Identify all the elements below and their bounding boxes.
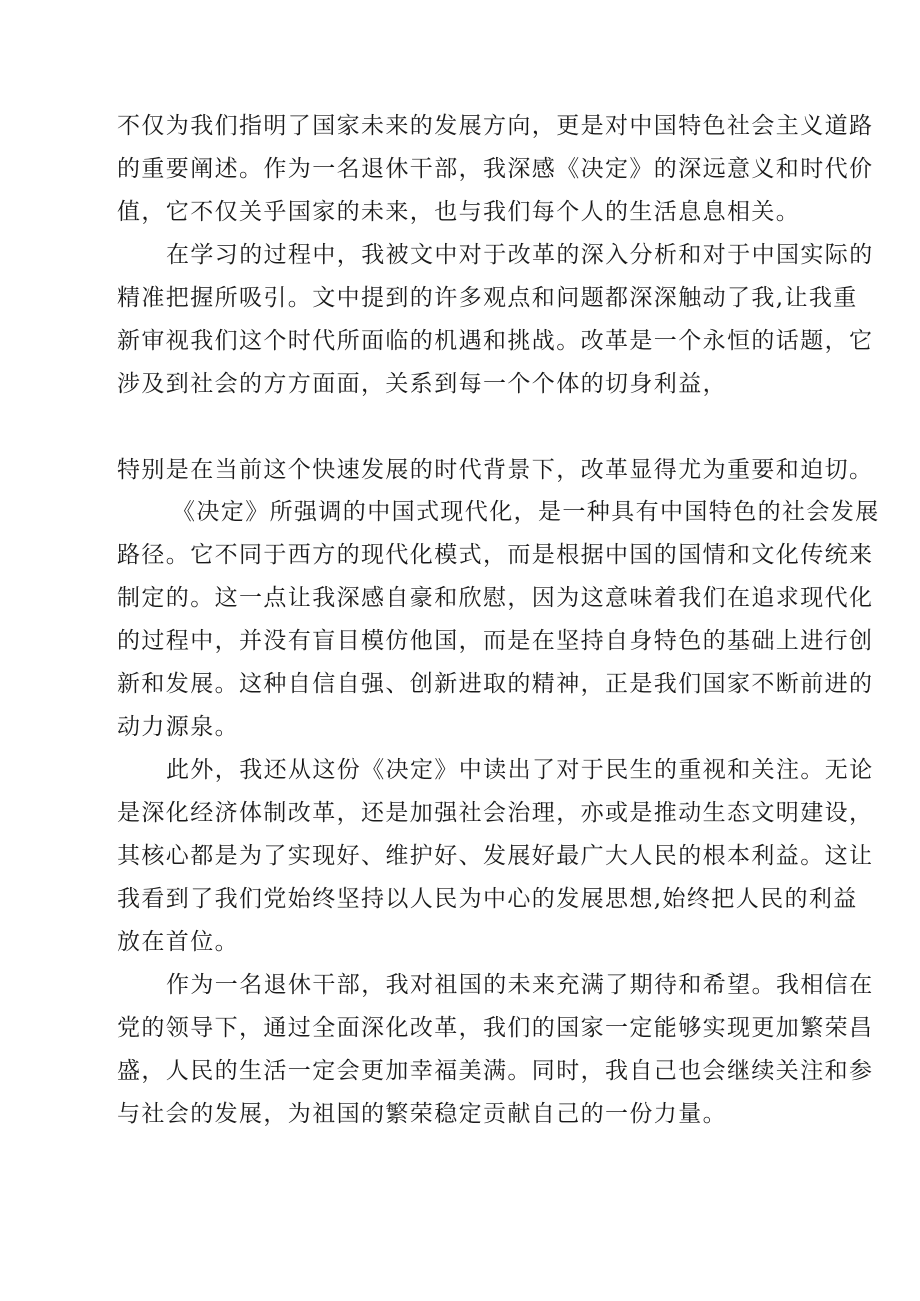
paragraph-line: 特别是在当前这个快速发展的时代背景下，改革显得尤为重要和迫切。: [117, 457, 874, 483]
paragraph-line: 制定的。这一点让我深感自豪和欣慰，因为这意味着我们在追求现代化: [117, 585, 874, 611]
paragraph-line: 新审视我们这个时代所面临的机遇和挑战。改革是一个永恒的话题，它: [117, 328, 874, 354]
paragraph-line: 放在首位。: [117, 929, 239, 955]
paragraph-line: 在学习的过程中，我被文中对于改革的深入分析和对于中国实际的: [166, 242, 874, 268]
paragraph-line: 作为一名退休干部，我对祖国的未来充满了期待和希望。我相信在: [166, 972, 874, 998]
paragraph-line: 是深化经济体制改革，还是加强社会治理，亦或是推动生态文明建设，: [117, 800, 874, 826]
paragraph-line: 党的领导下，通过全面深化改革，我们的国家一定能够实现更加繁荣昌: [117, 1015, 874, 1041]
paragraph-line: 路径。它不同于西方的现代化模式，而是根据中国的国情和文化传统来: [117, 542, 874, 568]
paragraph-line: 《决定》所强调的中国式现代化，是一种具有中国特色的社会发展: [172, 499, 880, 525]
paragraph-line: 新和发展。这种自信自强、创新进取的精神，正是我们国家不断前进的: [117, 671, 874, 697]
paragraph-line: 盛，人民的生活一定会更加幸福美满。同时，我自己也会继续关注和参: [117, 1058, 874, 1084]
paragraph-line: 涉及到社会的方方面面，关系到每一个个体的切身利益，: [117, 371, 727, 397]
paragraph-line: 我看到了我们党始终坚持以人民为中心的发展思想,始终把人民的利益: [117, 886, 858, 912]
paragraph-line: 精准把握所吸引。文中提到的许多观点和问题都深深触动了我,让我重: [117, 285, 858, 311]
paragraph-line: 的重要阐述。作为一名退休干部，我深感《决定》的深远意义和时代价: [117, 156, 874, 182]
paragraph-line: 不仅为我们指明了国家未来的发展方向，更是对中国特色社会主义道路: [117, 113, 874, 139]
paragraph-line: 此外，我还从这份《决定》中读出了对于民生的重视和关注。无论: [166, 757, 874, 783]
paragraph-line: 其核心都是为了实现好、维护好、发展好最广大人民的根本利益。这让: [117, 843, 874, 869]
paragraph-line: 的过程中，并没有盲目模仿他国，而是在坚持自身特色的基础上进行创: [117, 628, 874, 654]
paragraph-line: 动力源泉。: [117, 714, 239, 740]
paragraph-line: 值，它不仅关乎国家的未来，也与我们每个人的生活息息相关。: [117, 199, 801, 225]
paragraph-line: 与社会的发展，为祖国的繁荣稳定贡献自己的一份力量。: [117, 1101, 727, 1127]
